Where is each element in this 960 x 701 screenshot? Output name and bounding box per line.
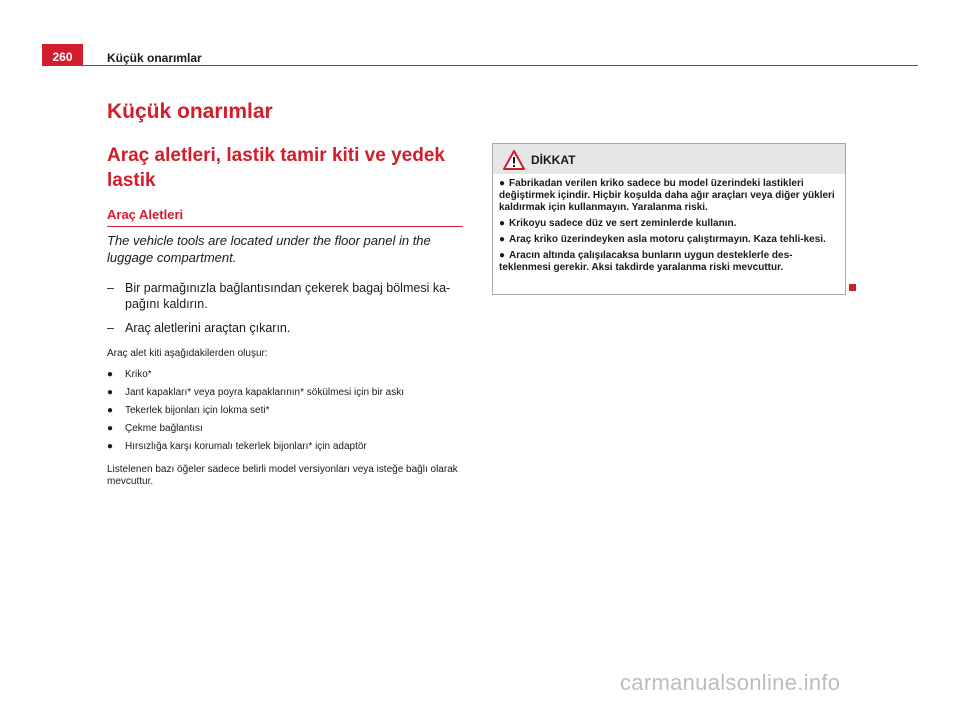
kit-note: Listelenen bazı öğeler sadece belirli model versiyonları veya isteğe bağlı olarak mevcuttur. [107,464,458,487]
step-text: Araç aletlerini araçtan çıkarın. [125,321,291,335]
kit-item [107,423,465,435]
warning-item [499,234,843,246]
subsection-title: Araç Aletleri [107,207,184,222]
warning-item [499,250,843,274]
bullet-icon: ● [107,387,114,398]
bullet-icon: ● [499,250,506,261]
dash-marker: – [107,321,114,335]
intro-text: The vehicle tools are located under the floor panel in the luggage compartment. [107,233,431,265]
kit-item [107,405,465,417]
kit-item [107,441,465,453]
warning-item-text: Fabrikadan verilen kriko sadece bu model üzerindeki lastikleri değiştirmek içindir. Hiçbir koşulda daha ağır araçları veya diğer yükleri kaldırmak için kullanmayın. Yaralanma riski. [499,178,835,213]
kit-item [107,387,465,399]
bullet-icon: ● [107,405,114,416]
step-text: Bir parmağınızla bağlantısından çekerek bagaj bölmesi ka-pağını kaldırın. [125,281,451,311]
subsection-rule [107,226,463,227]
chapter-title: Küçük onarımlar [107,100,273,123]
section-end-marker [849,284,856,291]
kit-item-text: Çekme bağlantısı [125,423,203,434]
kit-item-text: Hırsızlığa karşı korumalı tekerlek bijonları* için adaptör [125,441,367,452]
kit-item-text: Kriko* [125,369,152,380]
bullet-icon: ● [499,218,506,229]
bullet-icon: ● [107,441,114,452]
section-title: Araç aletleri, lastik tamir kiti ve yedek lastik [107,145,445,191]
warning-list [499,178,843,278]
bullet-icon: ● [499,178,506,189]
page-number: 260 [42,44,83,66]
kit-item-text: Tekerlek bijonları için lokma seti* [125,405,270,416]
kit-intro: Araç alet kiti aşağıdakilerden oluşur: [107,348,268,359]
warning-item [499,218,843,230]
step-item [107,320,465,336]
warning-item-text: Krikoyu sadece düz ve sert zeminlerde kullanın. [509,218,737,229]
step-list [107,280,465,344]
kit-list [107,369,465,459]
watermark: carmanualsonline.info [620,670,841,695]
kit-item-text: Jant kapakları* veya poyra kapaklarının* sökülmesi için bir askı [125,387,405,398]
bullet-icon: ● [499,234,506,245]
warning-title: DİKKAT [531,153,576,167]
warning-header [493,144,845,174]
bullet-icon: ● [107,369,114,380]
warning-box [492,143,846,295]
page-header [42,44,918,66]
running-title: Küçük onarımlar [107,51,202,65]
warning-item-text: Aracın altında çalışılacaksa bunların uygun desteklerle des-teklenmesi gerekir. Aksi takdirde yaralanma riski mevcuttur. [499,250,793,273]
header-rule [42,65,918,66]
warning-triangle-icon [503,150,525,170]
step-item [107,280,465,312]
kit-item [107,369,465,381]
bullet-icon: ● [107,423,114,434]
dash-marker: – [107,281,114,295]
warning-item-text: Araç kriko üzerindeyken asla motoru çalıştırmayın. Kaza tehli-kesi. [509,234,826,245]
warning-item [499,178,843,214]
